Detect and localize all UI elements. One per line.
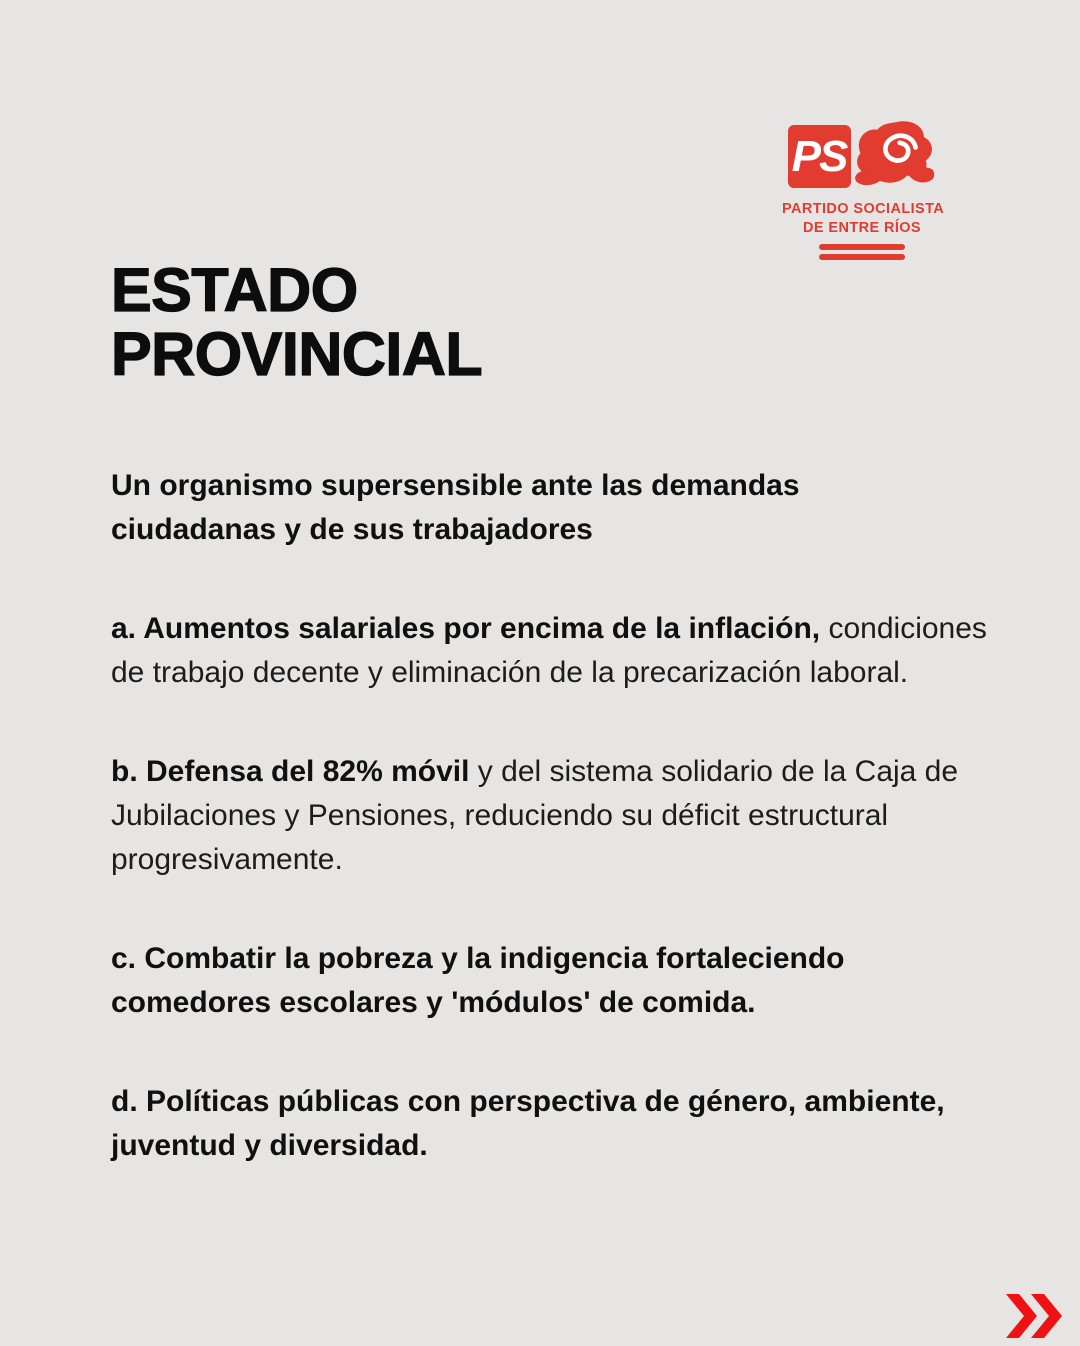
item-d-lead: d. Políticas públicas con perspectiva de género, ambiente, juventud y diversidad. (111, 1085, 945, 1162)
double-chevron-right-icon[interactable] (1006, 1294, 1064, 1338)
logo-org-line1: PARTIDO SOCIALISTA (782, 201, 945, 217)
page-title (111, 258, 482, 386)
item-b (111, 750, 1011, 882)
item-c-lead: c. Combatir la pobreza y la indigencia fortaleciendo comedores escolares y 'módulos' de comida. (111, 942, 845, 1019)
logo-stripes-icon (782, 244, 942, 260)
rose-icon (853, 118, 937, 195)
stripe (819, 244, 905, 250)
item-b-lead: b. Defensa del 82% móvil (111, 755, 470, 788)
page-title-line1: ESTADO (111, 256, 358, 324)
logo-org-line2: DE ENTRE RÍOS (803, 220, 921, 236)
logo-org-name (782, 200, 945, 238)
logo-row (782, 118, 942, 195)
stripe (819, 254, 905, 260)
party-logo (782, 118, 945, 260)
item-a-rest: condiciones de trabajo decente y eliminación de la precarización laboral. (111, 612, 987, 689)
ps-monogram: PS (788, 125, 851, 188)
page-title-line2: PROVINCIAL (111, 320, 483, 388)
body-content (111, 464, 1011, 1168)
item-c (111, 937, 1011, 1025)
item-d (111, 1080, 1011, 1168)
item-a-lead: a. Aumentos salariales por encima de la inflación, (111, 612, 821, 645)
intro-paragraph: Un organismo supersensible ante las demandas ciudadanas y de sus trabajadores (111, 469, 800, 546)
item-b-rest: y del sistema solidario de la Caja de Jubilaciones y Pensiones, reduciendo su déficit estructural progresivamente. (111, 755, 959, 876)
item-a (111, 607, 1011, 695)
